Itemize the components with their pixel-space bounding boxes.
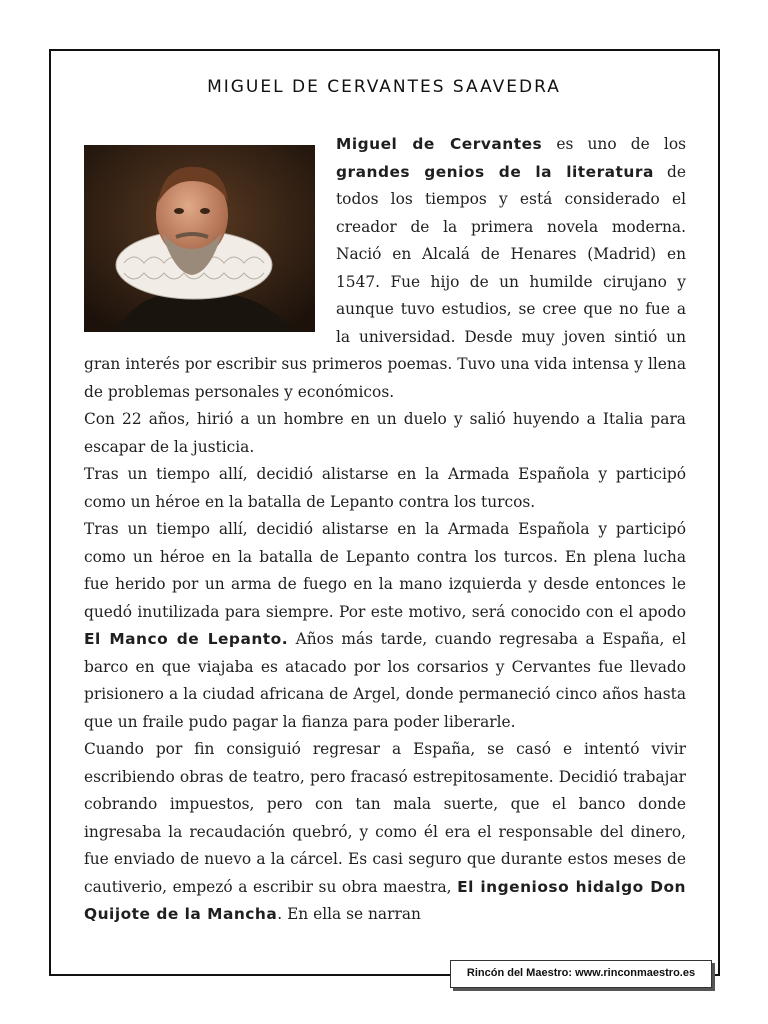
footer-credit: Rincón del Maestro: www.rinconmaestro.es — [450, 960, 712, 988]
biography-text — [84, 131, 686, 929]
paragraph-quijote: Cuando por fin consiguió regresar a España, se casó e intentó vivir escribiendo obras de teatro, pero fracasó estrepitosamente. Decidió trabajar cobrando impuestos, pero con tan mala suerte, que el banco donde ingresaba la recaudación quebró, y como él era el responsable del dinero, fue enviado de nuevo a la cárcel. Es casi seguro que durante estos meses de cautiverio, empezó a escribir su obra maestra, El ingenioso hidalgo Don Quijote de la Mancha. En ella se narran — [84, 740, 686, 923]
paragraph-lepanto: Tras un tiempo allí, decidió alistarse en la Armada Española y participó como un héroe en la batalla de Lepanto contra los turcos. En plena lucha fue herido por un arma de fuego en la mano izquierda y desde entonces le quedó inutilizada para siempre. Por este motivo, será conocido con el apodo El Manco de Lepanto. Años más tarde, cuando regresaba a España, el barco en que viajaba es atacado por los corsarios y Cervantes fue llevado prisionero a la ciudad africana de Argel, donde permaneció cinco años hasta que un fraile pudo pagar la fianza para poder liberarle. — [84, 520, 686, 731]
bold-genios: grandes genios de la literatura — [336, 162, 654, 181]
bold-quijote: El ingenioso hidalgo Don Quijote de la Mancha — [84, 877, 686, 923]
paragraph-armada: Tras un tiempo allí, decidió alistarse en la Armada Española y participó como un héroe en la batalla de Lepanto contra los turcos. — [84, 465, 686, 511]
bold-name: Miguel de Cervantes — [336, 135, 543, 153]
page-title: MIGUEL DE CERVANTES SAAVEDRA — [207, 77, 561, 97]
bold-manco: El Manco de Lepanto. — [84, 630, 289, 648]
paragraph-duelo: Con 22 años, hirió a un hombre en un duelo y salió huyendo a Italia para escapar de la justicia. — [84, 410, 686, 456]
paragraph-intro: Miguel de Cervantes es uno de los grandes genios de la literatura de todos los tiempos y está considerado el creador de la primera novela moderna. Nació en Alcalá de Henares (Madrid) en 1547. Fue hijo de un humilde cirujano y aunque tuvo estudios, se cree que no fue a la universidad. Desde muy joven sintió un gran interés por escribir sus primeros poemas. Tuvo una vida intensa y llena de problemas personales y económicos. — [84, 135, 686, 401]
portrait-spacer — [84, 131, 336, 346]
